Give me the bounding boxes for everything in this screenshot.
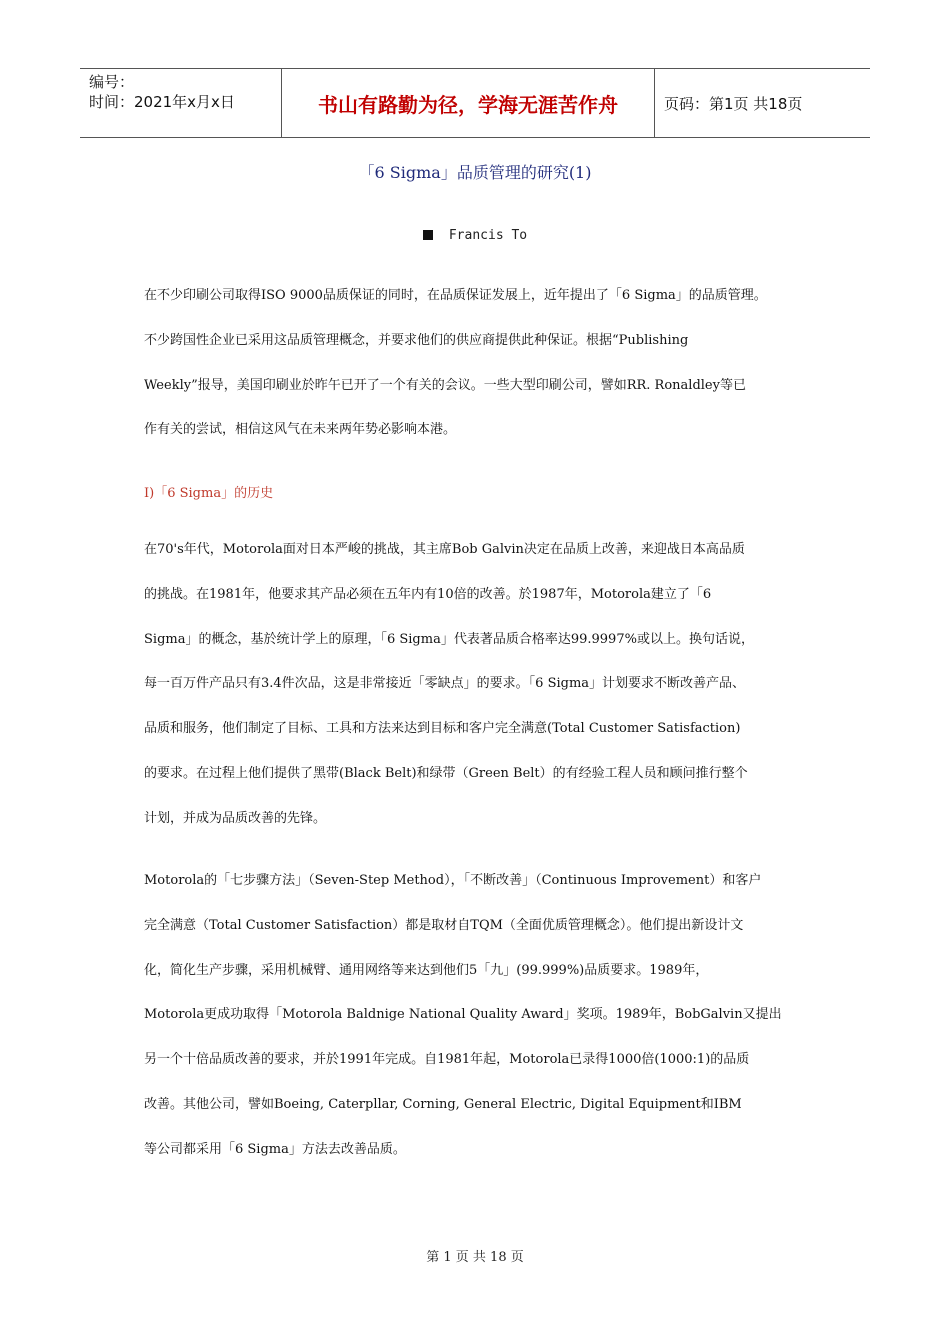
history-paragraph	[144, 540, 824, 854]
number-label: 编号：	[89, 73, 135, 91]
paragraph-line: Motorola更成功取得「Motorola Baldnige National Quality Award」奖项。1989年，BobGalvin又提出	[144, 1007, 782, 1023]
paragraph-line: Motorola的「七步骤方法」（Seven-Step Method），「不断改善」（Continuous Improvement）和客户	[144, 873, 762, 888]
section-heading: I)「6 Sigma」的历史	[144, 486, 274, 501]
header-page-label: 页码：第1页 共18页	[664, 94, 803, 113]
page-header	[80, 68, 870, 138]
author-name: Francis To	[448, 228, 528, 243]
paragraph-line: 另一个十倍品质改善的要求，并於1991年完成。自1981年起，Motorola已录得1000倍(1000:1)的品质	[144, 1052, 750, 1068]
author-line	[0, 228, 950, 243]
paragraph-line: 品质和服务，他们制定了目标、工具和方法来达到目标和客户完全满意(Total Customer Satisfaction)	[144, 721, 741, 737]
paragraph-line: 化，简化生产步骤，采用机械臂、通用网络等来达到他们5「九」(99.999%)品质要求。1989年，	[144, 962, 709, 978]
bullet-square-icon	[423, 230, 433, 240]
header-meta	[80, 69, 282, 137]
document-title: 「6 Sigma」品质管理的研究(1)	[358, 163, 592, 182]
paragraph-line: 等公司都采用「6 Sigma」方法去改善品质。	[144, 1141, 406, 1157]
paragraph-line: 的挑战。在1981年，他要求其产品必须在五年内有10倍的改善。於1987年，Motorola建立了「6	[144, 586, 712, 602]
paragraph-line: Sigma」的概念，基於统计学上的原理，「6 Sigma」代表著品质合格率达99.9997%或以上。换句话说，	[144, 631, 754, 647]
page-footer: 第 1 页 共 18 页	[426, 1250, 524, 1265]
paragraph-line: 每一百万件产品只有3.4件次品，这是非常接近「零缺点」的要求。「6 Sigma」计划要求不断改善产品、	[144, 676, 746, 692]
header-motto: 书山有路勤为径，学海无涯苦作舟	[282, 69, 655, 137]
date-label: 时间：2021年x月x日	[89, 93, 235, 111]
paragraph-line: 完全满意（Total Customer Satisfaction）都是取材自TQM（全面优质管理概念）。他们提出新设计文	[144, 917, 744, 933]
intro-paragraph	[144, 286, 824, 465]
paragraph-line: 在不少印刷公司取得ISO 9000品质保证的同时，在品质保证发展上，近年提出了「6 Sigma」的品质管理。	[144, 288, 767, 303]
paragraph-line: Weekly”报导，美国印刷业於昨午已开了一个有关的会议。一些大型印刷公司，譬如RR. Ronaldley等已	[144, 377, 746, 393]
paragraph-line: 不少跨国性企业已采用这品质管理概念，并要求他们的供应商提供此种保证。根据“Publishing	[144, 332, 689, 348]
paragraph-line: 计划，并成为品质改善的先锋。	[144, 810, 327, 826]
motorola-paragraph	[144, 871, 824, 1185]
paragraph-line: 的要求。在过程上他们提供了黑带(Black Belt)和绿带（Green Belt）的有经验工程人员和顾问推行整个	[144, 765, 748, 781]
paragraph-line: 在70's年代，Motorola面对日本严峻的挑战，其主席Bob Galvin决定在品质上改善，来迎战日本高品质	[144, 542, 745, 557]
paragraph-line: 作有关的尝试，相信这风气在未来两年势必影响本港。	[144, 422, 457, 438]
paragraph-line: 改善。其他公司，譬如Boeing, Caterpllar, Corning, General Electric, Digital Equipment和IBM	[144, 1096, 742, 1112]
